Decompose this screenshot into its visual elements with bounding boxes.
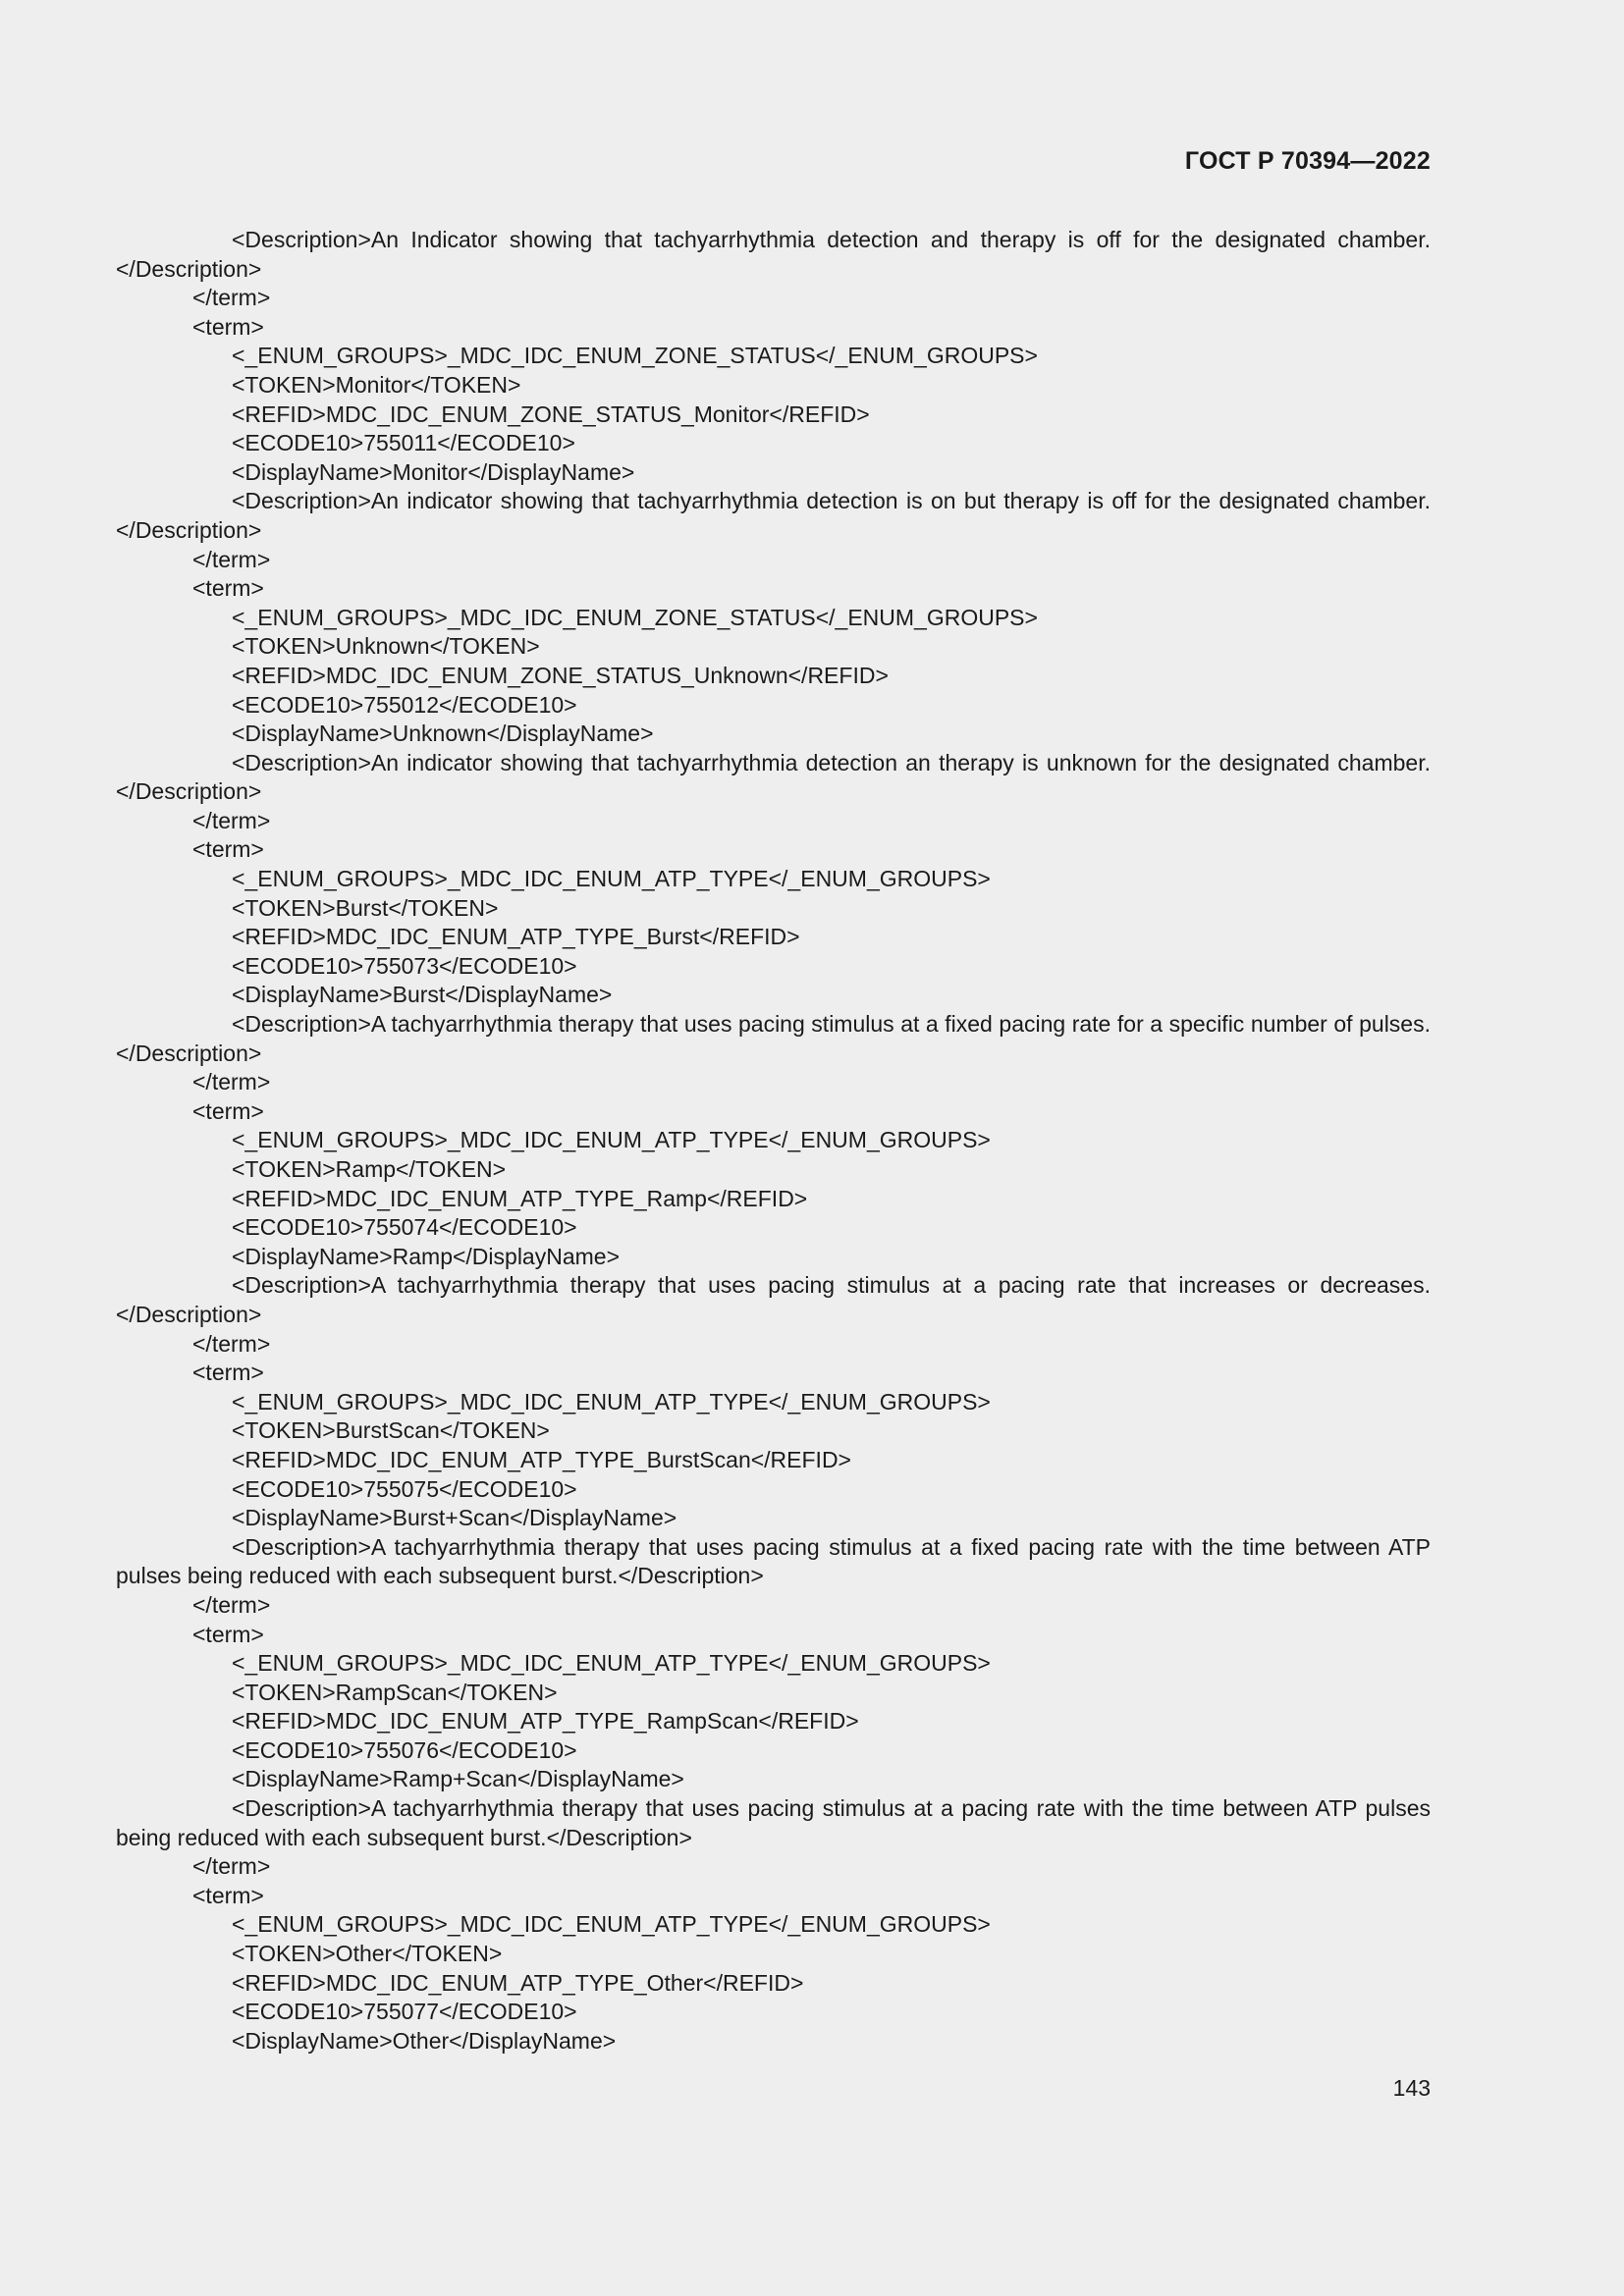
term-field-line: <TOKEN>Ramp</TOKEN>: [232, 1156, 507, 1182]
term-tag-line: </term>: [192, 285, 271, 311]
term-field-line: <DisplayName>Burst+Scan</DisplayName>: [232, 1505, 677, 1531]
term-field-line: <_ENUM_GROUPS>_MDC_IDC_ENUM_ZONE_STATUS</_ENUM_GROUPS>: [232, 343, 1038, 369]
term-field-line: <REFID>MDC_IDC_ENUM_ATP_TYPE_BurstScan</REFID>: [232, 1446, 851, 1472]
term-field-line: <DisplayName>Burst</DisplayName>: [232, 982, 613, 1008]
term-tag-line: </term>: [192, 807, 271, 833]
term-tag-line: </term>: [192, 1853, 271, 1880]
term-tag-line: <term>: [192, 1360, 264, 1386]
description-line: <Description>A tachyarrhythmia therapy that uses pacing stimulus at a pacing rate with the time between ATP pulses being reduced with each subsequent burst.</Description>: [116, 1795, 1437, 1850]
term-field-line: <ECODE10>755012</ECODE10>: [232, 691, 577, 718]
term-field-line: <REFID>MDC_IDC_ENUM_ATP_TYPE_Other</REFID>: [232, 1969, 804, 1996]
term-field-line: <_ENUM_GROUPS>_MDC_IDC_ENUM_ATP_TYPE</_ENUM_GROUPS>: [232, 1911, 991, 1938]
term-field-line: <DisplayName>Other</DisplayName>: [232, 2027, 617, 2054]
term-tag-line: </term>: [192, 1330, 271, 1357]
term-field-line: <DisplayName>Monitor</DisplayName>: [232, 458, 635, 485]
term-field-line: <DisplayName>Ramp+Scan</DisplayName>: [232, 1766, 684, 1792]
term-field-line: <TOKEN>Other</TOKEN>: [232, 1941, 503, 1967]
term-field-line: <REFID>MDC_IDC_ENUM_ZONE_STATUS_Monitor</REFID>: [232, 400, 870, 427]
term-tag-line: <term>: [192, 836, 264, 863]
term-field-line: <REFID>MDC_IDC_ENUM_ATP_TYPE_RampScan</REFID>: [232, 1708, 859, 1735]
term-field-line: <TOKEN>Monitor</TOKEN>: [232, 371, 521, 398]
term-field-line: <ECODE10>755011</ECODE10>: [232, 430, 575, 456]
term-field-line: <REFID>MDC_IDC_ENUM_ZONE_STATUS_Unknown</REFID>: [232, 662, 889, 688]
term-field-line: <TOKEN>Unknown</TOKEN>: [232, 633, 540, 660]
xml-listing: [116, 226, 1437, 2056]
description-line: <Description>An Indicator showing that tachyarrhythmia detection and therapy is off for the designated chamber.</Description>: [116, 227, 1431, 282]
term-tag-line: <term>: [192, 313, 264, 340]
document-header: ГОСТ Р 70394—2022: [1184, 147, 1431, 175]
description-line: <Description>A tachyarrhythmia therapy that uses pacing stimulus at a pacing rate that increases or decreases.</Description>: [116, 1272, 1431, 1327]
term-field-line: <ECODE10>755075</ECODE10>: [232, 1475, 577, 1502]
term-tag-line: <term>: [192, 1097, 264, 1124]
term-field-line: <TOKEN>Burst</TOKEN>: [232, 894, 499, 921]
term-field-line: <ECODE10>755077</ECODE10>: [232, 1999, 577, 2025]
page-number: 143: [1392, 2075, 1431, 2101]
term-tag-line: <term>: [192, 575, 264, 602]
term-tag-line: </term>: [192, 546, 271, 572]
term-field-line: <_ENUM_GROUPS>_MDC_IDC_ENUM_ZONE_STATUS</_ENUM_GROUPS>: [232, 604, 1038, 630]
term-tag-line: </term>: [192, 1591, 271, 1618]
term-field-line: <REFID>MDC_IDC_ENUM_ATP_TYPE_Burst</REFID>: [232, 924, 800, 950]
term-field-line: <_ENUM_GROUPS>_MDC_IDC_ENUM_ATP_TYPE</_ENUM_GROUPS>: [232, 1650, 991, 1677]
description-line: <Description>A tachyarrhythmia therapy that uses pacing stimulus at a fixed pacing rate for a specific number of pulses.</Description>: [116, 1011, 1431, 1066]
term-tag-line: </term>: [192, 1069, 271, 1095]
description-line: <Description>An indicator showing that tachyarrhythmia detection is on but therapy is off for the designated chamber.</Description>: [116, 488, 1431, 543]
description-line: <Description>A tachyarrhythmia therapy that uses pacing stimulus at a fixed pacing rate with the time between ATP pulses being reduced with each subsequent burst.</Description>: [116, 1533, 1437, 1589]
term-tag-line: <term>: [192, 1621, 264, 1647]
term-field-line: <DisplayName>Unknown</DisplayName>: [232, 721, 654, 747]
term-field-line: <ECODE10>755076</ECODE10>: [232, 1736, 577, 1763]
term-field-line: <TOKEN>BurstScan</TOKEN>: [232, 1417, 550, 1444]
term-field-line: <DisplayName>Ramp</DisplayName>: [232, 1243, 620, 1269]
description-line: <Description>An indicator showing that tachyarrhythmia detection an therapy is unknown for the designated chamber.</Description>: [116, 749, 1431, 805]
term-tag-line: <term>: [192, 1882, 264, 1908]
term-field-line: <_ENUM_GROUPS>_MDC_IDC_ENUM_ATP_TYPE</_ENUM_GROUPS>: [232, 866, 991, 892]
term-field-line: <_ENUM_GROUPS>_MDC_IDC_ENUM_ATP_TYPE</_ENUM_GROUPS>: [232, 1388, 991, 1415]
term-field-line: <ECODE10>755074</ECODE10>: [232, 1214, 577, 1241]
term-field-line: <_ENUM_GROUPS>_MDC_IDC_ENUM_ATP_TYPE</_ENUM_GROUPS>: [232, 1127, 991, 1153]
term-field-line: <ECODE10>755073</ECODE10>: [232, 952, 577, 979]
term-field-line: <REFID>MDC_IDC_ENUM_ATP_TYPE_Ramp</REFID>: [232, 1185, 808, 1211]
term-field-line: <TOKEN>RampScan</TOKEN>: [232, 1679, 558, 1705]
